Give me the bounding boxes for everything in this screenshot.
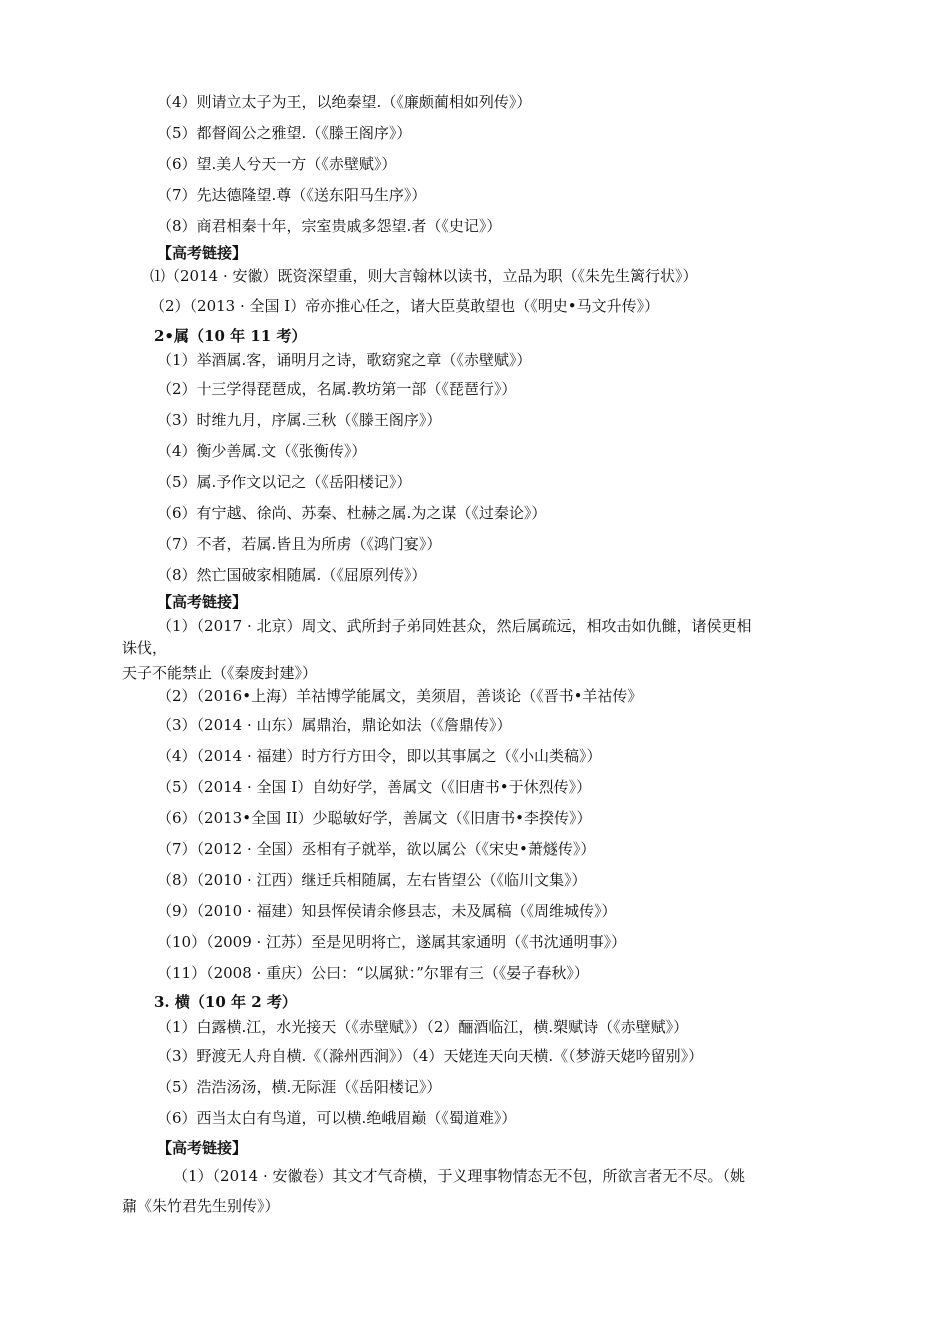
text-line: （7）不者，若属.皆且为所虏（《鸿门宴》） (157, 535, 442, 553)
section-heading: 【高考链接】 (157, 593, 248, 611)
text-line: 天子不能禁止（《秦废封建》） (122, 664, 318, 682)
text-line: （8）然亡国破家相随属.（《屈原列传》） (157, 566, 427, 584)
text-line: （8）商君相秦十年，宗室贵戚多怨望.者（《史记》） (157, 217, 502, 235)
text-line: （1）（2014 · 安徽卷）其文才气奇横，于义理事物情态无不包，所欲言者无不尽。（姚 (173, 1167, 746, 1185)
text-line: （5）浩浩汤汤，横.无际涯（《岳阳楼记》） (157, 1078, 442, 1096)
section-heading: 2•属（10 年 11 考） (154, 327, 307, 345)
text-line: （11）（2008 · 重庆）公曰：“以属狱：”尔罪有三（《晏子春秋》） (157, 964, 589, 982)
section-heading: 3. 横（10 年 2 考） (154, 993, 297, 1011)
text-line: （3）野渡无人舟自横.《（滁州西涧》）（4）天姥连天向天横.《（梦游天姥吟留别》） (157, 1047, 704, 1065)
text-line: （8）（2010 · 江西）继迁兵相随属，左右皆望公（《临川文集》） (157, 871, 587, 889)
text-line: 鼐《朱竹君先生别传》） (122, 1197, 280, 1215)
text-line: （7）先达德隆望.尊（《送东阳马生序》） (157, 186, 427, 204)
text-line: （9）（2010 · 福建）知县恽侯请余修县志，未及属稿（《周维城传》） (157, 902, 617, 920)
text-line: （5）属.予作文以记之（《岳阳楼记》） (157, 473, 412, 491)
text-line: （2）十三学得琵琶成，名属.教坊第一部（《琵琶行》） (157, 380, 517, 398)
text-line: （5）都督阎公之雅望.（《滕王阁序》） (157, 124, 412, 142)
text-line: （4）衡少善属.文（《张衡传》） (157, 442, 367, 460)
text-line: ⑴（2014 · 安徽）既资深望重，则大言翰林以读书，立品为职（《朱先生篱行状》） (150, 267, 698, 285)
text-line: （4）（2014 · 福建）时方行方田令，即以其事属之（《小山类稿》） (157, 747, 602, 765)
text-line: （2）（2016•上海）羊祜博学能属文，美须眉，善谈论（《晋书•羊祜传》 (157, 687, 643, 705)
text-line: （6）西当太白有鸟道，可以横.绝峨眉巅（《蜀道难》） (157, 1109, 517, 1127)
text-line: （5）（2014 · 全国 I）自幼好学，善属文（《旧唐书•于休烈传》） (157, 778, 592, 796)
text-line: （7）（2012 · 全国）丞相有子就举，欲以属公（《宋史•萧燧传》） (157, 840, 596, 858)
text-line: （1）白露横.江，水光接天（《赤壁赋》）（2）酾酒临江，横.槊赋诗（《赤壁赋》） (157, 1018, 689, 1036)
text-line: （4）则请立太子为王，以绝秦望.（《廉颇蔺相如列传》） (157, 93, 532, 111)
text-line: （1）举酒属.客，诵明月之诗，歌窈窕之章（《赤壁赋》） (157, 351, 532, 369)
text-line: （3）（2014 · 山东）属鼎治，鼎论如法（《詹鼎传》） (157, 716, 512, 734)
text-line: （1）（2017 · 北京）周文、武所封子弟同姓甚众，然后属疏远，相攻击如仇雠，诸侯更相 (157, 617, 752, 635)
text-line: （2）（2013 · 全国 I）帝亦推心任之，诸大臣莫敢望也（《明史•马文升传》） (150, 297, 660, 315)
text-line: （6）望.美人兮天一方（《赤壁赋》） (157, 155, 397, 173)
text-line: （10）（2009 · 江苏）至是见明将亡，遂属其家通明（《书沈通明事》） (157, 933, 627, 951)
section-heading: 【高考链接】 (157, 244, 248, 262)
text-line: （6）（2013•全国 II）少聪敏好学，善属文（《旧唐书•李揆传》） (157, 809, 592, 827)
text-line: 诛伐， (122, 639, 168, 657)
text-line: （6）有宁越、徐尚、苏秦、杜赫之属.为之谋（《过秦论》） (157, 504, 547, 522)
section-heading: 【高考链接】 (157, 1139, 248, 1157)
text-line: （3）时维九月，序属.三秋（《滕王阁序》） (157, 411, 442, 429)
